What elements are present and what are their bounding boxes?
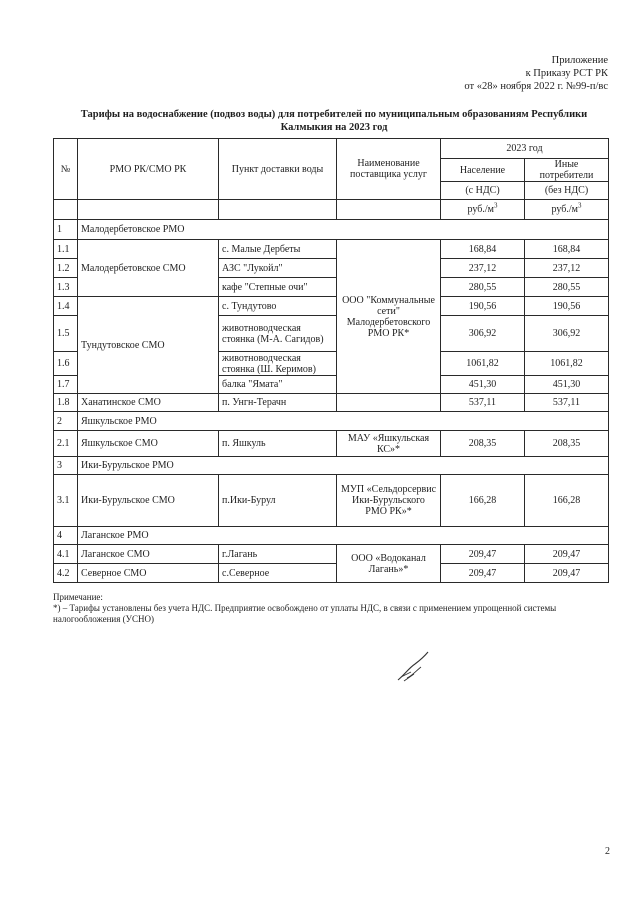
header-population: Население bbox=[441, 159, 525, 182]
table-header-row bbox=[54, 200, 609, 220]
header-delivery-point: Пункт доставки воды bbox=[219, 139, 337, 200]
section-row bbox=[54, 457, 609, 475]
row-delivery-point: животноводческая стоянка (Ш. Керимов) bbox=[219, 352, 337, 376]
row-num: 1.7 bbox=[54, 376, 78, 394]
appendix-header bbox=[464, 54, 608, 93]
row-delivery-point: г.Лагань bbox=[219, 545, 337, 564]
appendix-line-1: Приложение bbox=[551, 55, 608, 66]
notes bbox=[53, 592, 613, 625]
row-other-tariff: 209,47 bbox=[525, 564, 609, 583]
row-population-tariff: 190,56 bbox=[441, 297, 525, 316]
table-row bbox=[54, 394, 609, 412]
table-row bbox=[54, 297, 609, 316]
row-num: 3.1 bbox=[54, 475, 78, 527]
header-with-vat: (с НДС) bbox=[441, 182, 525, 200]
section-name: Яшкульское РМО bbox=[78, 412, 609, 431]
table-row bbox=[54, 564, 609, 583]
row-other-tariff: 280,55 bbox=[525, 278, 609, 297]
row-delivery-point: кафе "Степные очи" bbox=[219, 278, 337, 297]
row-population-tariff: 208,35 bbox=[441, 431, 525, 457]
tariffs-table bbox=[53, 138, 609, 583]
row-num: 1.2 bbox=[54, 259, 78, 278]
page-number: 2 bbox=[605, 846, 610, 857]
row-other-tariff: 451,30 bbox=[525, 376, 609, 394]
notes-text: *) – Тарифы установлены без учета НДС. Предприятие освобождено от уплаты НДС, в связи с применением упрощенной системы налогообложения (УСНО) bbox=[53, 603, 557, 624]
row-delivery-point: АЗС "Лукойл" bbox=[219, 259, 337, 278]
table-row bbox=[54, 475, 609, 527]
table-row bbox=[54, 431, 609, 457]
row-supplier: МАУ «Яшкульская КС»* bbox=[337, 431, 441, 457]
row-delivery-point: с.Северное bbox=[219, 564, 337, 583]
section-name: Лаганское РМО bbox=[78, 527, 609, 545]
section-num: 1 bbox=[54, 220, 78, 240]
row-delivery-point: п.Ики-Бурул bbox=[219, 475, 337, 527]
row-supplier: ООО "Коммунальные сети" Малодербетовского РМО РК* bbox=[337, 240, 441, 394]
section-row bbox=[54, 220, 609, 240]
section-num: 2 bbox=[54, 412, 78, 431]
row-other-tariff: 537,11 bbox=[525, 394, 609, 412]
section-num: 4 bbox=[54, 527, 78, 545]
row-other-tariff: 166,28 bbox=[525, 475, 609, 527]
appendix-line-3: от «28» ноября 2022 г. №99-п/вс bbox=[464, 81, 608, 92]
row-delivery-point: п. Яшкуль bbox=[219, 431, 337, 457]
row-population-tariff: 209,47 bbox=[441, 545, 525, 564]
row-other-tariff: 168,84 bbox=[525, 240, 609, 259]
row-other-tariff: 209,47 bbox=[525, 545, 609, 564]
row-rmo: Ханатинское СМО bbox=[78, 394, 219, 412]
table-header-row bbox=[54, 139, 609, 159]
row-num: 1.8 bbox=[54, 394, 78, 412]
row-delivery-point: с. Тундутово bbox=[219, 297, 337, 316]
row-delivery-point: животноводческая стоянка (М-А. Сагидов) bbox=[219, 316, 337, 352]
table-row bbox=[54, 240, 609, 259]
notes-heading: Примечание: bbox=[53, 592, 103, 602]
row-rmo: Тундутовское СМО bbox=[78, 297, 219, 394]
row-other-tariff: 237,12 bbox=[525, 259, 609, 278]
row-population-tariff: 280,55 bbox=[441, 278, 525, 297]
signature-mark bbox=[395, 650, 431, 684]
row-population-tariff: 166,28 bbox=[441, 475, 525, 527]
row-population-tariff: 237,12 bbox=[441, 259, 525, 278]
row-num: 1.5 bbox=[54, 316, 78, 352]
row-population-tariff: 537,11 bbox=[441, 394, 525, 412]
row-num: 1.4 bbox=[54, 297, 78, 316]
row-supplier: МУП «Сельдорсервис Ики-Бурульского РМО РК»* bbox=[337, 475, 441, 527]
row-delivery-point: с. Малые Дербеты bbox=[219, 240, 337, 259]
header-supplier: Наименование поставщика услуг bbox=[337, 139, 441, 200]
section-row bbox=[54, 527, 609, 545]
row-rmo: Лаганское СМО bbox=[78, 545, 219, 564]
row-population-tariff: 1061,82 bbox=[441, 352, 525, 376]
header-rmo: РМО РК/СМО РК bbox=[78, 139, 219, 200]
header-year: 2023 год bbox=[441, 139, 609, 159]
row-other-tariff: 306,92 bbox=[525, 316, 609, 352]
row-num: 1.1 bbox=[54, 240, 78, 259]
row-rmo: Малодербетовское СМО bbox=[78, 240, 219, 297]
table-row bbox=[54, 545, 609, 564]
row-num: 4.2 bbox=[54, 564, 78, 583]
appendix-line-2: к Приказу РСТ РК bbox=[525, 68, 608, 79]
row-num: 1.3 bbox=[54, 278, 78, 297]
row-rmo: Ики-Бурульское СМО bbox=[78, 475, 219, 527]
row-other-tariff: 190,56 bbox=[525, 297, 609, 316]
row-supplier: ООО «Водоканал Лагань»* bbox=[337, 545, 441, 583]
row-population-tariff: 209,47 bbox=[441, 564, 525, 583]
header-num: № bbox=[54, 139, 78, 200]
row-rmo: Северное СМО bbox=[78, 564, 219, 583]
section-name: Ики-Бурульское РМО bbox=[78, 457, 609, 475]
row-population-tariff: 306,92 bbox=[441, 316, 525, 352]
section-num: 3 bbox=[54, 457, 78, 475]
row-other-tariff: 208,35 bbox=[525, 431, 609, 457]
row-population-tariff: 451,30 bbox=[441, 376, 525, 394]
section-name: Малодербетовское РМО bbox=[78, 220, 609, 240]
row-delivery-point: балка "Ямата" bbox=[219, 376, 337, 394]
row-num: 1.6 bbox=[54, 352, 78, 376]
row-delivery-point: п. Унгн-Терачн bbox=[219, 394, 337, 412]
row-other-tariff: 1061,82 bbox=[525, 352, 609, 376]
header-unit-population: $руб./м^3$ bbox=[441, 200, 525, 220]
header-unit-other: $руб./м^3$ bbox=[525, 200, 609, 220]
row-num: 2.1 bbox=[54, 431, 78, 457]
document-title: Тарифы на водоснабжение (подвоз воды) для потребителей по муниципальным образованиям Республики Калмыкия на 2023 год bbox=[80, 109, 588, 133]
header-other-consumers: Иные потребители bbox=[525, 159, 609, 182]
section-row bbox=[54, 412, 609, 431]
header-without-vat: (без НДС) bbox=[525, 182, 609, 200]
row-num: 4.1 bbox=[54, 545, 78, 564]
row-population-tariff: 168,84 bbox=[441, 240, 525, 259]
row-rmo: Яшкульское СМО bbox=[78, 431, 219, 457]
